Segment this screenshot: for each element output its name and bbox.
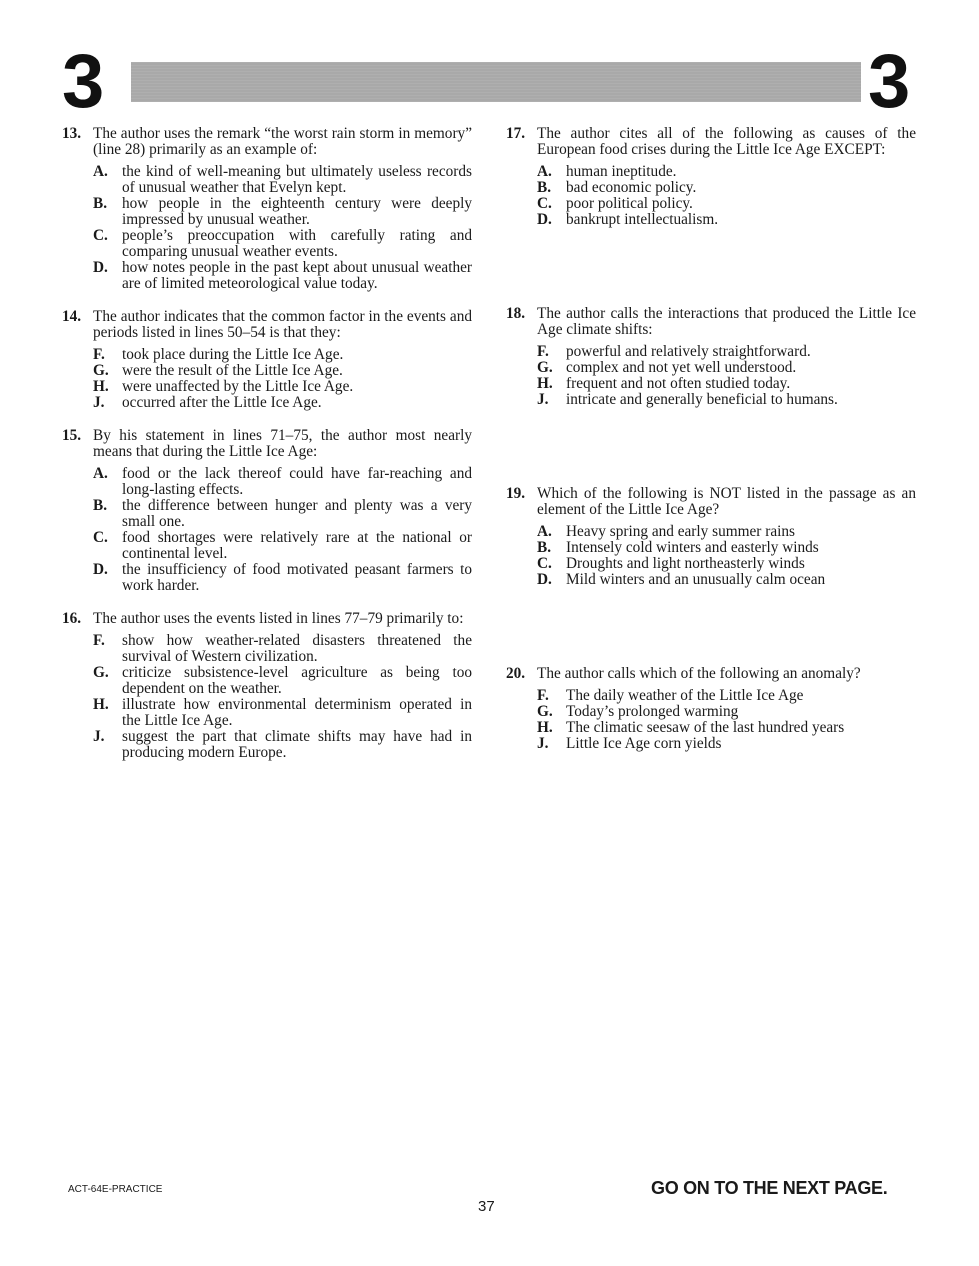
answer-option[interactable] xyxy=(537,344,916,360)
question-stem: By his statement in lines 71–75, the author most nearly means that during the Little Ice Age: xyxy=(93,427,472,460)
question-stem: The author calls the interactions that produced the Little Ice Age climate shifts: xyxy=(537,305,916,338)
question-stem: The author indicates that the common factor in the events and periods listed in lines 50–54 is that they: xyxy=(93,308,472,341)
option-letter: C. xyxy=(93,529,108,546)
option-letter: J. xyxy=(93,728,105,745)
option-letter: G. xyxy=(93,664,109,681)
question-stem: The author uses the remark “the worst rain storm in memory” (line 28) primarily as an example of: xyxy=(93,125,472,158)
answer-option[interactable] xyxy=(93,347,472,363)
answer-options xyxy=(506,524,916,588)
answer-option[interactable] xyxy=(537,688,916,704)
question-number: 16. xyxy=(62,610,82,627)
option-letter: A. xyxy=(537,163,552,180)
question-16 xyxy=(62,611,472,761)
option-letter: F. xyxy=(93,632,105,649)
option-text: the insufficiency of food motivated peasant farmers to work harder. xyxy=(122,561,472,594)
option-text: how people in the eighteenth century were deeply impressed by unusual weather. xyxy=(122,195,472,228)
question-14 xyxy=(62,309,472,411)
answer-option[interactable] xyxy=(537,180,916,196)
option-letter: A. xyxy=(93,465,108,482)
option-text: people’s preoccupation with carefully rating and comparing unusual weather events. xyxy=(122,227,472,260)
option-letter: D. xyxy=(93,259,108,276)
question-header xyxy=(506,486,916,518)
option-letter: A. xyxy=(93,163,108,180)
left-column xyxy=(62,126,472,761)
answer-option[interactable] xyxy=(93,196,472,228)
question-15 xyxy=(62,428,472,594)
option-text: The climatic seesaw of the last hundred years xyxy=(566,719,845,736)
question-20 xyxy=(506,666,916,752)
option-letter: H. xyxy=(93,378,109,395)
option-text: took place during the Little Ice Age. xyxy=(122,346,344,363)
answer-option[interactable] xyxy=(537,196,916,212)
answer-option[interactable] xyxy=(537,556,916,572)
question-number: 14. xyxy=(62,308,82,325)
question-header xyxy=(62,309,472,341)
option-letter: C. xyxy=(537,555,552,572)
option-letter: B. xyxy=(93,497,108,514)
test-form-code: ACT-64E-PRACTICE xyxy=(68,1184,163,1195)
option-letter: C. xyxy=(93,227,108,244)
question-header xyxy=(506,126,916,158)
option-text: were unaffected by the Little Ice Age. xyxy=(122,378,354,395)
option-letter: A. xyxy=(537,523,552,540)
option-letter: F. xyxy=(93,346,105,363)
answer-option[interactable] xyxy=(93,665,472,697)
option-text: suggest the part that climate shifts may have had in producing modern Europe. xyxy=(122,728,472,761)
answer-option[interactable] xyxy=(93,466,472,498)
option-letter: C. xyxy=(537,195,552,212)
option-letter: B. xyxy=(93,195,108,212)
option-text: complex and not yet well understood. xyxy=(566,359,797,376)
answer-option[interactable] xyxy=(93,228,472,260)
go-on-next-page: GO ON TO THE NEXT PAGE. xyxy=(651,1178,888,1198)
option-letter: G. xyxy=(93,362,109,379)
answer-option[interactable] xyxy=(93,729,472,761)
question-stem: Which of the following is NOT listed in the passage as an element of the Little Ice Age? xyxy=(537,485,916,518)
answer-option[interactable] xyxy=(93,260,472,292)
answer-option[interactable] xyxy=(537,572,916,588)
section-number-left: 3 xyxy=(62,39,105,124)
question-number: 18. xyxy=(506,305,526,322)
question-number: 13. xyxy=(62,125,82,142)
answer-option[interactable] xyxy=(537,212,916,228)
answer-options xyxy=(62,347,472,411)
answer-option[interactable] xyxy=(93,697,472,729)
question-13 xyxy=(62,126,472,292)
option-text: food shortages were relatively rare at the national or continental level. xyxy=(122,529,472,562)
option-text: poor political policy. xyxy=(566,195,693,212)
option-text: criticize subsistence-level agriculture as being too dependent on the weather. xyxy=(122,664,472,697)
right-column xyxy=(506,126,916,752)
answer-option[interactable] xyxy=(93,562,472,594)
answer-option[interactable] xyxy=(93,395,472,411)
question-19 xyxy=(506,486,916,588)
question-header xyxy=(506,306,916,338)
option-letter: B. xyxy=(537,539,552,556)
answer-option[interactable] xyxy=(537,720,916,736)
option-letter: B. xyxy=(537,179,552,196)
question-number: 19. xyxy=(506,485,526,502)
question-header xyxy=(62,126,472,158)
answer-option[interactable] xyxy=(537,524,916,540)
answer-option[interactable] xyxy=(537,360,916,376)
option-text: The daily weather of the Little Ice Age xyxy=(566,687,804,704)
option-letter: D. xyxy=(93,561,108,578)
answer-options xyxy=(62,164,472,292)
option-text: the kind of well-meaning but ultimately useless records of unusual weather that Evelyn kept. xyxy=(122,163,472,196)
question-number: 15. xyxy=(62,427,82,444)
question-stem: The author uses the events listed in lines 77–79 primarily to: xyxy=(93,610,464,627)
option-letter: H. xyxy=(537,375,553,392)
option-letter: D. xyxy=(537,571,552,588)
option-text: powerful and relatively straightforward. xyxy=(566,343,811,360)
answer-option[interactable] xyxy=(93,498,472,530)
option-text: occurred after the Little Ice Age. xyxy=(122,394,322,411)
option-letter: J. xyxy=(537,735,549,752)
option-text: how notes people in the past kept about unusual weather are of limited meteorological value today. xyxy=(122,259,472,292)
option-letter: H. xyxy=(537,719,553,736)
answer-options xyxy=(62,633,472,761)
answer-option[interactable] xyxy=(93,530,472,562)
answer-options xyxy=(506,688,916,752)
answer-options xyxy=(62,466,472,594)
answer-option[interactable] xyxy=(537,164,916,180)
answer-options xyxy=(506,344,916,408)
answer-option[interactable] xyxy=(537,704,916,720)
question-stem: The author cites all of the following as causes of the European food crises during the Little Ice Age EXCEPT: xyxy=(537,125,916,158)
option-letter: H. xyxy=(93,696,109,713)
option-text: Little Ice Age corn yields xyxy=(566,735,722,752)
option-letter: J. xyxy=(537,391,549,408)
option-letter: G. xyxy=(537,703,553,720)
option-text: illustrate how environmental determinism operated in the Little Ice Age. xyxy=(122,696,472,729)
option-text: human ineptitude. xyxy=(566,163,677,180)
answer-option[interactable] xyxy=(537,540,916,556)
answer-option[interactable] xyxy=(537,376,916,392)
question-header xyxy=(62,428,472,460)
question-number: 20. xyxy=(506,665,526,682)
option-text: Droughts and light northeasterly winds xyxy=(566,555,805,572)
option-text: intricate and generally beneficial to humans. xyxy=(566,391,838,408)
section-header-bar xyxy=(131,62,861,102)
option-text: Mild winters and an unusually calm ocean xyxy=(566,571,826,588)
answer-option[interactable] xyxy=(93,164,472,196)
option-text: bad economic policy. xyxy=(566,179,697,196)
option-letter: J. xyxy=(93,394,105,411)
answer-option[interactable] xyxy=(93,633,472,665)
option-text: were the result of the Little Ice Age. xyxy=(122,362,343,379)
option-text: food or the lack thereof could have far-reaching and long-lasting effects. xyxy=(122,465,472,498)
answer-options xyxy=(506,164,916,228)
option-letter: G. xyxy=(537,359,553,376)
question-header xyxy=(62,611,472,627)
option-letter: F. xyxy=(537,687,549,704)
answer-option[interactable] xyxy=(537,392,916,408)
option-text: Intensely cold winters and easterly winds xyxy=(566,539,819,556)
option-text: the difference between hunger and plenty was a very small one. xyxy=(122,497,472,530)
option-letter: D. xyxy=(537,211,552,228)
question-17 xyxy=(506,126,916,228)
question-stem: The author calls which of the following an anomaly? xyxy=(537,665,861,682)
option-text: Heavy spring and early summer rains xyxy=(566,523,795,540)
answer-option[interactable] xyxy=(537,736,916,752)
question-number: 17. xyxy=(506,125,526,142)
answer-option[interactable] xyxy=(93,363,472,379)
answer-option[interactable] xyxy=(93,379,472,395)
option-letter: F. xyxy=(537,343,549,360)
page-number: 37 xyxy=(478,1198,495,1215)
question-18 xyxy=(506,306,916,408)
option-text: show how weather-related disasters threatened the survival of Western civilization. xyxy=(122,632,472,665)
option-text: Today’s prolonged warming xyxy=(566,703,739,720)
section-number-right: 3 xyxy=(868,39,911,124)
question-header xyxy=(506,666,916,682)
option-text: frequent and not often studied today. xyxy=(566,375,791,392)
option-text: bankrupt intellectualism. xyxy=(566,211,719,228)
